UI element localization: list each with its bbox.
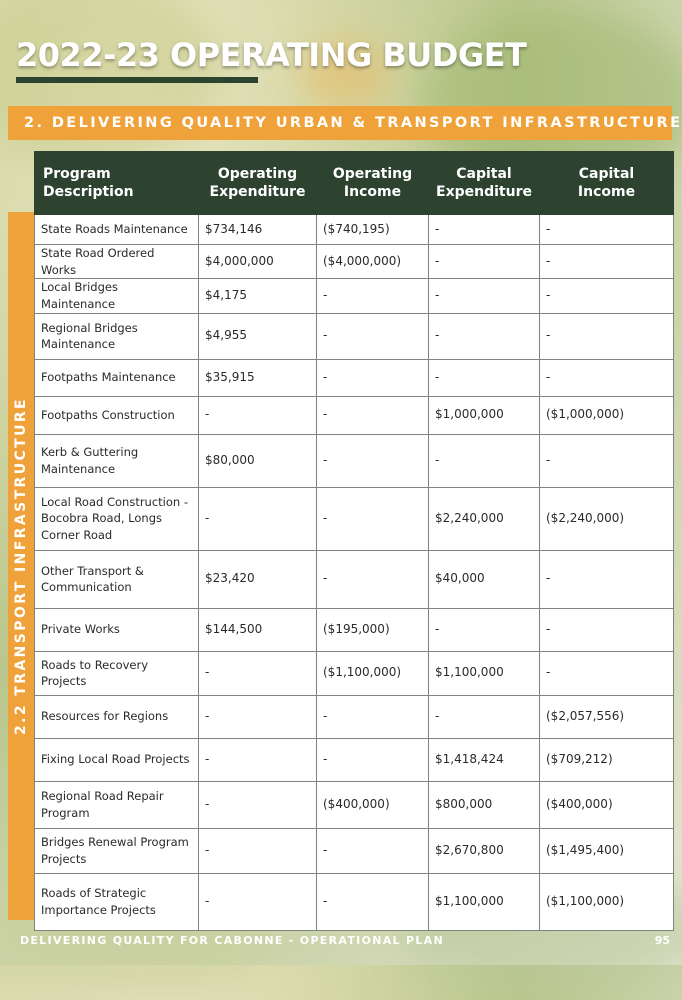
cell-operating-expenditure: - [199, 781, 317, 828]
cell-operating-income: - [317, 396, 429, 434]
cell-operating-income: - [317, 487, 429, 550]
cell-capital-income: ($2,057,556) [540, 695, 674, 738]
cell-capital-income: ($1,495,400) [540, 828, 674, 873]
table-row [35, 608, 674, 651]
cell-capital-expenditure: $2,670,800 [429, 828, 540, 873]
cell-capital-expenditure: $800,000 [429, 781, 540, 828]
header-capital-expenditure: Capital Expenditure [429, 152, 540, 215]
cell-operating-expenditure: - [199, 396, 317, 434]
budget-table [34, 151, 674, 931]
table-header-row [35, 152, 674, 215]
header-capital-income: Capital Income [540, 152, 674, 215]
cell-capital-expenditure: $1,100,000 [429, 651, 540, 695]
section-banner [8, 106, 682, 140]
cell-capital-expenditure: $1,418,424 [429, 738, 540, 781]
cell-operating-expenditure: $144,500 [199, 608, 317, 651]
table-row [35, 873, 674, 930]
table-row [35, 651, 674, 695]
cell-description: Private Works [35, 608, 199, 651]
cell-description: Local Road Construction - Bocobra Road, Longs Corner Road [35, 487, 199, 550]
cell-capital-income: - [540, 651, 674, 695]
cell-capital-income: ($1,000,000) [540, 396, 674, 434]
cell-capital-income: - [540, 550, 674, 608]
section-banner-text: 2. DELIVERING QUALITY URBAN & TRANSPORT INFRASTRUCTURE [24, 115, 682, 131]
cell-capital-income: ($400,000) [540, 781, 674, 828]
cell-operating-income: - [317, 873, 429, 930]
cell-operating-income: ($740,195) [317, 215, 429, 245]
cell-capital-expenditure: $1,000,000 [429, 396, 540, 434]
cell-capital-expenditure: - [429, 245, 540, 279]
cell-operating-income: - [317, 359, 429, 396]
cell-operating-expenditure: $4,955 [199, 313, 317, 359]
table-row [35, 279, 674, 313]
cell-capital-expenditure: $40,000 [429, 550, 540, 608]
cell-description: Roads of Strategic Importance Projects [35, 873, 199, 930]
cell-operating-expenditure: $80,000 [199, 434, 317, 487]
table-row [35, 828, 674, 873]
cell-operating-income: - [317, 313, 429, 359]
cell-description: Footpaths Maintenance [35, 359, 199, 396]
cell-description: Local Bridges Maintenance [35, 279, 199, 313]
side-label: 2.2 TRANSPORT INFRASTRUCTURE [13, 397, 29, 735]
header-operating-expenditure: Operating Expenditure [199, 152, 317, 215]
cell-operating-expenditure: - [199, 738, 317, 781]
cell-operating-expenditure: - [199, 487, 317, 550]
cell-capital-income: - [540, 313, 674, 359]
cell-operating-income: - [317, 695, 429, 738]
cell-capital-income: ($709,212) [540, 738, 674, 781]
page-title: 2022-23 OPERATING BUDGET [16, 36, 527, 74]
cell-operating-expenditure: - [199, 873, 317, 930]
cell-operating-income: - [317, 434, 429, 487]
cell-description: State Road Ordered Works [35, 245, 199, 279]
table-row [35, 313, 674, 359]
cell-operating-income: ($1,100,000) [317, 651, 429, 695]
cell-operating-income: ($195,000) [317, 608, 429, 651]
cell-description: Roads to Recovery Projects [35, 651, 199, 695]
cell-description: Regional Road Repair Program [35, 781, 199, 828]
page-number: 95 [654, 934, 670, 947]
cell-capital-expenditure: - [429, 359, 540, 396]
table-row [35, 738, 674, 781]
cell-description: Other Transport & Communication [35, 550, 199, 608]
cell-operating-expenditure: $35,915 [199, 359, 317, 396]
cell-capital-expenditure: - [429, 695, 540, 738]
cell-operating-income: - [317, 738, 429, 781]
cell-capital-expenditure: - [429, 608, 540, 651]
cell-description: Regional Bridges Maintenance [35, 313, 199, 359]
cell-capital-income: ($2,240,000) [540, 487, 674, 550]
cell-operating-expenditure: $4,175 [199, 279, 317, 313]
cell-operating-income: ($400,000) [317, 781, 429, 828]
cell-description: State Roads Maintenance [35, 215, 199, 245]
cell-capital-expenditure: - [429, 434, 540, 487]
footer-text: DELIVERING QUALITY FOR CABONNE - OPERATIONAL PLAN [20, 934, 444, 947]
cell-capital-income: ($1,100,000) [540, 873, 674, 930]
cell-description: Bridges Renewal Program Projects [35, 828, 199, 873]
cell-capital-income: - [540, 245, 674, 279]
cell-operating-income: - [317, 550, 429, 608]
cell-capital-income: - [540, 434, 674, 487]
table-row [35, 550, 674, 608]
cell-operating-income: - [317, 279, 429, 313]
table-row [35, 396, 674, 434]
cell-capital-expenditure: $2,240,000 [429, 487, 540, 550]
cell-capital-expenditure: - [429, 313, 540, 359]
table-row [35, 695, 674, 738]
table-row [35, 434, 674, 487]
cell-description: Fixing Local Road Projects [35, 738, 199, 781]
header-program-description: Program Description [35, 152, 199, 215]
cell-operating-expenditure: $734,146 [199, 215, 317, 245]
cell-capital-expenditure: - [429, 215, 540, 245]
header-operating-income: Operating Income [317, 152, 429, 215]
cell-description: Kerb & Guttering Maintenance [35, 434, 199, 487]
cell-operating-expenditure: - [199, 828, 317, 873]
table-row [35, 245, 674, 279]
table-row [35, 359, 674, 396]
cell-operating-expenditure: - [199, 695, 317, 738]
cell-capital-income: - [540, 279, 674, 313]
cell-capital-income: - [540, 608, 674, 651]
title-underline [16, 77, 258, 83]
cell-capital-income: - [540, 359, 674, 396]
cell-operating-income: ($4,000,000) [317, 245, 429, 279]
table-row [35, 781, 674, 828]
cell-capital-expenditure: $1,100,000 [429, 873, 540, 930]
cell-capital-expenditure: - [429, 279, 540, 313]
table-row [35, 215, 674, 245]
cell-description: Resources for Regions [35, 695, 199, 738]
cell-operating-income: - [317, 828, 429, 873]
background-foliage [0, 0, 220, 170]
cell-operating-expenditure: - [199, 651, 317, 695]
cell-capital-income: - [540, 215, 674, 245]
cell-description: Footpaths Construction [35, 396, 199, 434]
table-row [35, 487, 674, 550]
cell-operating-expenditure: $23,420 [199, 550, 317, 608]
cell-operating-expenditure: $4,000,000 [199, 245, 317, 279]
